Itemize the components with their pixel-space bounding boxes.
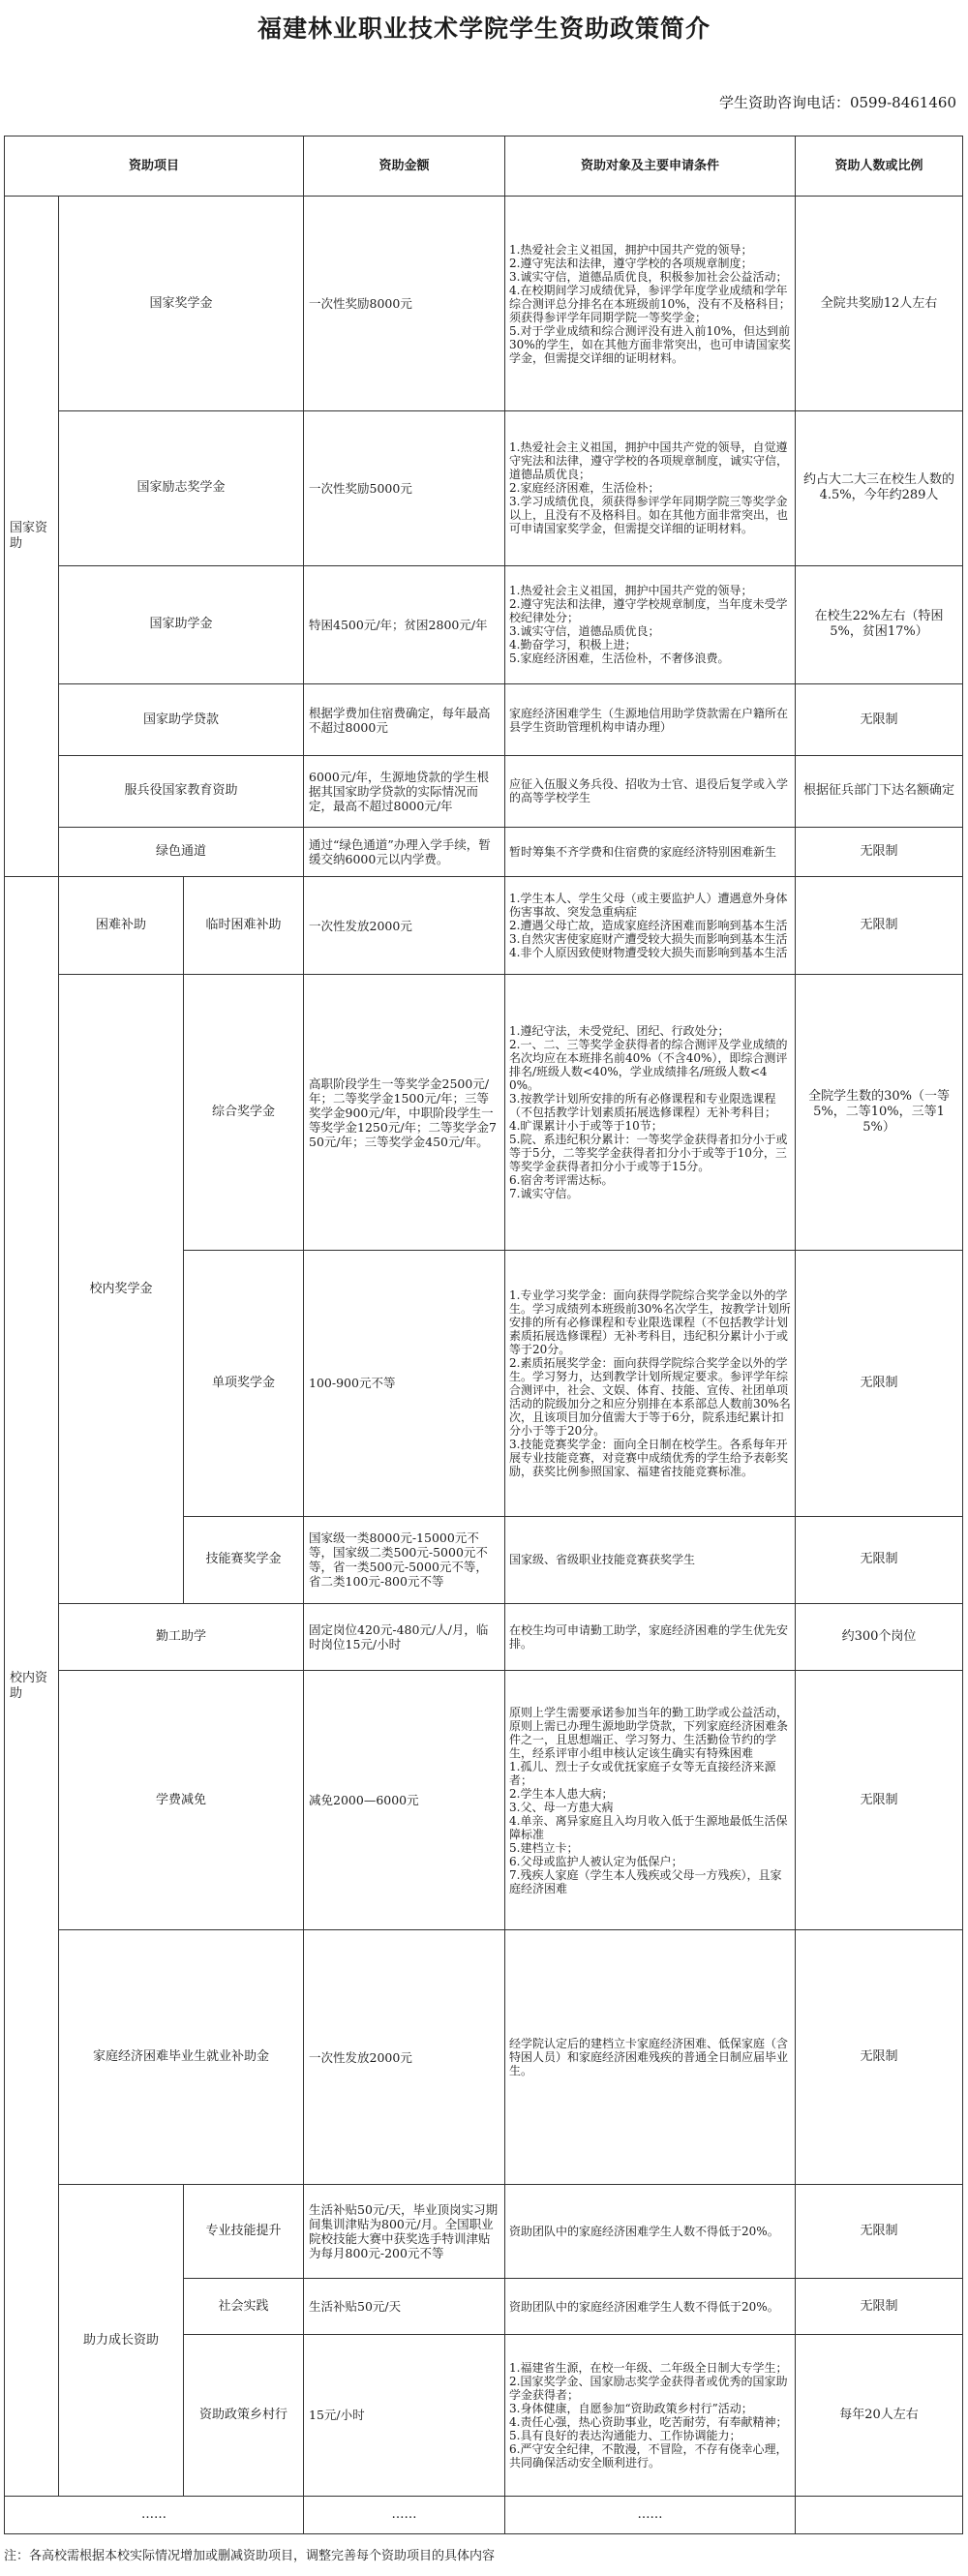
- header-amount: 资助金额: [304, 136, 505, 197]
- item-conditions: 1.专业学习奖学金：面向获得学院综合奖学金以外的学生。学习成绩列本班级前30%名次学生，按教学计划所安排的所有必修课程和专业限选课程（不包括教学计划素质拓展选修课程）无补考科目，违纪积分累计小于或等于20分。 2.素质拓展奖学金：面向获得学院综合奖学金以外的学生。学习努力，达到教学计划所规定要求。参评学年综合测评中，社会、文娱、体育、技能、宣传、社团单项活动的院级加分之和应分别排在本系部总人数前30%名次，且该项目加分值需大于等于6分，院系违纪累计扣分小于等于20分。 3.技能竞赛奖学金：面向全日制在校学生。各系每年开展专业技能竞赛，对竞赛中成绩优秀的学生给予表彰奖励，获奖比例参照国家、福建省技能竞赛标准。: [505, 1250, 796, 1516]
- item-conditions: 家庭经济困难学生（生源地信用助学贷款需在户籍所在县学生资助管理机构申请办理）: [505, 684, 796, 756]
- item-amount: 特困4500元/年；贫困2800元/年: [304, 565, 505, 683]
- item-amount: 生活补贴50元/天，毕业顶岗实习期间集训津贴为800元/月。全国职业院校技能大赛中获奖选手特训津贴为每月800元-200元不等: [304, 2185, 505, 2279]
- item-amount: 15元/小时: [304, 2335, 505, 2496]
- table-row: [5, 2185, 963, 2279]
- item-count: 无限制: [796, 1516, 963, 1603]
- table-row: [5, 876, 963, 975]
- item-conditions: 1.学生本人、学生父母（或主要监护人）遭遇意外身体伤害事故、突发急重病症 2.遭遇父母亡故，造成家庭经济困难而影响到基本生活 3.自然灾害使家庭财产遭受较大损失而影响到基本生活 4.非个人原因致使财物遭受较大损失而影响到基本生活: [505, 876, 796, 975]
- item-conditions: 1.遵纪守法，未受党纪、团纪、行政处分； 2.一、二、三等奖学金获得者的综合测评及学业成绩的名次均应在本班排名前40%（不含40%），即综合测评排名/班级人数<40%，学业成绩排名/班级人数<40%。 3.按教学计划所安排的所有必修课程和专业限选课程（不包括教学计划素质拓展选修课程）无补考科目； 4.旷课累计小于或等于10节； 5.院、系违纪积分累计：一等奖学金获得者扣分小于或等于5分，二等奖学金获得者扣分小于或等于10分，三等奖学金获得者扣分小于或等于15分。 6.宿舍考评需达标。 7.诚实守信。: [505, 975, 796, 1250]
- item-count: 全院共奖励12人左右: [796, 197, 963, 411]
- item-count: 无限制: [796, 1671, 963, 1930]
- item-conditions: 经学院认定后的建档立卡家庭经济困难、低保家庭（含特困人员）和家庭经济困难残疾的普通全日制应届毕业生。: [505, 1930, 796, 2185]
- item-conditions: 暂时筹集不齐学费和住宿费的家庭经济特别困难新生: [505, 827, 796, 876]
- item-count: 无限制: [796, 1250, 963, 1516]
- item-conditions: 资助团队中的家庭经济困难学生人数不得低于20%。: [505, 2279, 796, 2335]
- header-count: 资助人数或比例: [796, 136, 963, 197]
- item-conditions: 1.福建省生源，在校一年级、二年级全日制大专学生； 2.国家奖学金、国家励志奖学金获得者或优秀的国家助学金获得者； 3.身体健康，自愿参加“资助政策乡村行”活动； 4.责任心强，热心资助事业，吃苦耐劳，有奉献精神； 5.具有良好的表达沟通能力、工作协调能力； 6.严守安全纪律，不散漫，不冒险，不存有侥幸心理，共同确保活动安全顺利进行。: [505, 2335, 796, 2496]
- item-name: 服兵役国家教育资助: [59, 756, 304, 828]
- item-conditions: 国家级、省级职业技能竞赛获奖学生: [505, 1516, 796, 1603]
- group-scholarship: 校内奖学金: [59, 975, 184, 1603]
- policy-table: [4, 136, 963, 2534]
- item-count: 根据征兵部门下达名额确定: [796, 756, 963, 828]
- category-national: 国家资助: [5, 197, 59, 876]
- item-name: 单项奖学金: [184, 1250, 304, 1516]
- table-row: [5, 1671, 963, 1930]
- item-amount: 一次性奖励8000元: [304, 197, 505, 411]
- item-conditions: 1.热爱社会主义祖国，拥护中国共产党的领导； 2.遵守宪法和法律，遵守学校的各项规章制度； 3.诚实守信，道德品质优良，积极参加社会公益活动； 4.在校期间学习成绩优异，参评学年度学业成绩和学年综合测评总分排名在本班级前10%，没有不及格科目；须获得参评学年同期学院一等奖学金； 5.对于学业成绩和综合测评没有进入前10%，但达到前30%的学生，如在其他方面非常突出，也可申请国家奖学金，但需提交详细的证明材料。: [505, 197, 796, 411]
- item-name: 国家助学贷款: [59, 684, 304, 756]
- item-conditions: 应征入伍服义务兵役、招收为士官、退役后复学或入学的高等学校学生: [505, 756, 796, 828]
- table-row: [5, 411, 963, 565]
- item-name: 家庭经济困难毕业生就业补助金: [59, 1930, 304, 2185]
- category-school: 校内资助: [5, 876, 59, 2496]
- item-count: 无限制: [796, 1930, 963, 2185]
- item-conditions: 原则上学生需要承诺参加当年的勤工助学或公益活动，原则上需已办理生源地助学贷款，下列家庭经济困难条件之一，且思想端正、学习努力、生活勤俭节约的学生，经系评审小组申核认定该生确实有特殊困难 1.孤儿、烈士子女或优抚家庭子女等无直接经济来源者； 2.学生本人患大病； 3.父、母一方患大病 4.单亲、离异家庭且入均月收入低于生源地最低生活保障标准 5.建档立卡； 6.父母或监护人被认定为低保户； 7.残疾人家庭（学生本人残疾或父母一方残疾），且家庭经济困难: [505, 1671, 796, 1930]
- item-count: 无限制: [796, 827, 963, 876]
- item-count: 全院学生数的30%（一等5%，二等10%，三等15%）: [796, 975, 963, 1250]
- table-row: [5, 1930, 963, 2185]
- item-name: 国家奖学金: [59, 197, 304, 411]
- table-row: [5, 756, 963, 828]
- item-amount: 6000元/年，生源地贷款的学生根据其国家助学贷款的实际情况而定，最高不超过8000元/年: [304, 756, 505, 828]
- item-name: 技能赛奖学金: [184, 1516, 304, 1603]
- ellipsis-count: [796, 2496, 963, 2533]
- item-name: 国家助学金: [59, 565, 304, 683]
- item-amount: 减免2000—6000元: [304, 1671, 505, 1930]
- consult-phone: 学生资助咨询电话：0599-8461460: [718, 94, 956, 111]
- item-amount: 一次性奖励5000元: [304, 411, 505, 565]
- item-amount: 生活补贴50元/天: [304, 2279, 505, 2335]
- ellipsis-row: [5, 2496, 963, 2533]
- table-row: [5, 565, 963, 683]
- item-name: 学费减免: [59, 1671, 304, 1930]
- ellipsis-amount: ……: [304, 2496, 505, 2533]
- item-count: 无限制: [796, 2279, 963, 2335]
- item-count: 在校生22%左右（特困5%，贫困17%）: [796, 565, 963, 683]
- item-count: 约占大二大三在校生人数的4.5%，今年约289人: [796, 411, 963, 565]
- item-conditions: 资助团队中的家庭经济困难学生人数不得低于20%。: [505, 2185, 796, 2279]
- header-target: 资助对象及主要申请条件: [505, 136, 796, 197]
- item-count: 无限制: [796, 876, 963, 975]
- table-row: [5, 975, 963, 1250]
- item-amount: 一次性发放2000元: [304, 1930, 505, 2185]
- item-name: 专业技能提升: [184, 2185, 304, 2279]
- table-row: [5, 197, 963, 411]
- item-amount: 固定岗位420元-480元/人/月，临时岗位15元/小时: [304, 1603, 505, 1670]
- item-name: 临时困难补助: [184, 876, 304, 975]
- item-count: 每年20人左右: [796, 2335, 963, 2496]
- item-name: 资助政策乡村行: [184, 2335, 304, 2496]
- item-name: 勤工助学: [59, 1603, 304, 1670]
- item-conditions: 1.热爱社会主义祖国，拥护中国共产党的领导，自觉遵守宪法和法律，遵守学校的各项规章制度，诚实守信，道德品质优良； 2.家庭经济困难，生活俭朴； 3.学习成绩优良，须获得参评学年同期学院三等奖学金以上，且没有不及格科目。如在其他方面非常突出，也可申请国家奖学金，但需提交详细的证明材料。: [505, 411, 796, 565]
- table-row: [5, 827, 963, 876]
- group-growth: 助力成长资助: [59, 2185, 184, 2496]
- item-amount: 一次性发放2000元: [304, 876, 505, 975]
- item-count: 约300个岗位: [796, 1603, 963, 1670]
- item-amount: 国家级一类8000元-15000元不等，国家级二类500元-5000元不等，省一类500元-5000元不等，省二类100元-800元不等: [304, 1516, 505, 1603]
- footnote: 注：各高校需根据本校实际情况增加或删减资助项目，调整完善每个资助项目的具体内容: [4, 2549, 496, 2563]
- item-amount: 根据学费加住宿费确定，每年最高不超过8000元: [304, 684, 505, 756]
- page-title: 福建林业职业技术学院学生资助政策简介: [257, 15, 711, 43]
- item-amount: 100-900元不等: [304, 1250, 505, 1516]
- item-amount: 通过“绿色通道”办理入学手续，暂缓交纳6000元以内学费。: [304, 827, 505, 876]
- item-conditions: 在校生均可申请勤工助学，家庭经济困难的学生优先安排。: [505, 1603, 796, 1670]
- item-count: 无限制: [796, 684, 963, 756]
- item-amount: 高职阶段学生一等奖学金2500元/年；二等奖学金1500元/年；三等奖学金900元/年，中职阶段学生一等奖学金1250元/年；二等奖学金750元/年；三等奖学金450元/年。: [304, 975, 505, 1250]
- table-row: [5, 1603, 963, 1670]
- item-name: 社会实践: [184, 2279, 304, 2335]
- header-row: [5, 136, 963, 197]
- item-count: 无限制: [796, 2185, 963, 2279]
- header-item: 资助项目: [5, 136, 304, 197]
- item-conditions: 1.热爱社会主义祖国，拥护中国共产党的领导； 2.遵守宪法和法律，遵守学校规章制度，当年度未受学校纪律处分； 3.诚实守信，道德品质优良； 4.勤奋学习，积极上进； 5.家庭经济困难，生活俭朴，不奢侈浪费。: [505, 565, 796, 683]
- ellipsis-target: ……: [505, 2496, 796, 2533]
- item-name: 综合奖学金: [184, 975, 304, 1250]
- ellipsis-item: ……: [5, 2496, 304, 2533]
- item-name: 国家励志奖学金: [59, 411, 304, 565]
- item-name: 绿色通道: [59, 827, 304, 876]
- table-row: [5, 684, 963, 756]
- group-hardship: 困难补助: [59, 876, 184, 975]
